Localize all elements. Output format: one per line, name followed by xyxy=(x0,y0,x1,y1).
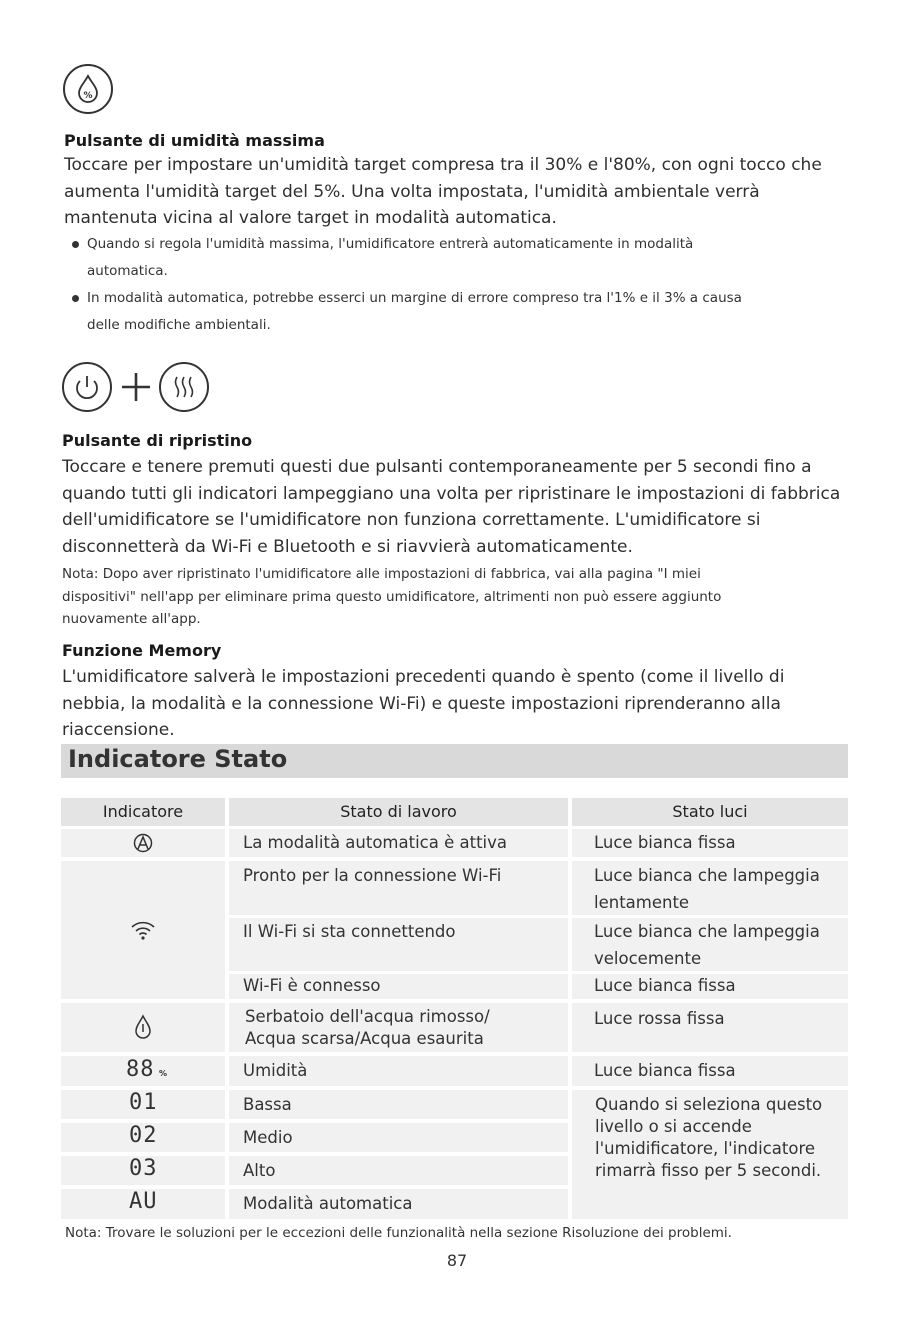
auto-indicator-cell xyxy=(61,829,225,857)
level-work-cell xyxy=(229,1189,568,1219)
body-line: disconnetterà da Wi-Fi e Bluetooth e si riavvierà automaticamente. xyxy=(62,536,633,557)
wifi-connected-work-text: Wi-Fi è connesso xyxy=(243,976,381,995)
water-alert-icon xyxy=(133,1014,153,1042)
auto-work-text: La modalità automatica è attiva xyxy=(243,833,507,852)
bullet-item: In modalità automatica, potrebbe esserci un margine di errore compreso tra l'1% e il 3% a causa delle modifiche ambientali. xyxy=(63,285,853,339)
level-indicator-cell xyxy=(61,1189,225,1219)
tank-work-line: Serbatoio dell'acqua rimosso/ xyxy=(245,1007,490,1026)
drop-percent-icon xyxy=(63,64,113,114)
note-line: Nota: Dopo aver ripristinato l'umidificatore alle impostazioni di fabbrica, vai alla pagina "I miei xyxy=(62,566,701,582)
level-work-text: Modalità automatica xyxy=(243,1194,413,1213)
auto-mode-icon xyxy=(132,832,154,854)
level-indicator-cell xyxy=(61,1090,225,1119)
section-header xyxy=(61,744,848,778)
levels-light-line: livello o si accende xyxy=(595,1117,752,1136)
wifi-connecting-light-line: velocemente xyxy=(594,949,702,968)
humidity-percent-icon: % xyxy=(159,1069,168,1078)
auto-work-cell xyxy=(229,829,568,857)
wifi-connected-light-cell xyxy=(572,974,848,999)
humidity-work-text: Umidità xyxy=(243,1061,308,1080)
reset-body xyxy=(62,454,862,560)
header-work-state: Stato di lavoro xyxy=(229,798,568,826)
level-indicator-cell xyxy=(61,1156,225,1185)
max-humidity-body xyxy=(64,152,864,232)
memory-title: Funzione Memory xyxy=(62,641,222,660)
note-line: nuovamente all'app. xyxy=(62,611,201,627)
body-line: nebbia, la modalità e la connessione Wi-Fi) e queste impostazioni riprenderanno alla xyxy=(62,693,781,714)
wifi-connecting-light-cell xyxy=(572,918,848,971)
levels-light-cell xyxy=(572,1090,848,1219)
level-work-text: Alto xyxy=(243,1161,276,1180)
reset-title: Pulsante di ripristino xyxy=(62,431,253,450)
header-indicator: Indicatore xyxy=(61,798,225,826)
wifi-icon xyxy=(130,919,156,941)
header-light-state: Stato luci xyxy=(572,798,848,826)
level-display: 03 xyxy=(129,1156,158,1181)
max-humidity-title: Pulsante di umidità massima xyxy=(64,131,325,150)
tank-work-cell xyxy=(229,1003,568,1052)
wifi-connecting-work-text: Il Wi-Fi si sta connettendo xyxy=(243,922,456,941)
wifi-ready-light-cell xyxy=(572,861,848,915)
level-display: 02 xyxy=(129,1123,158,1148)
level-display: 01 xyxy=(129,1090,158,1115)
body-line: dell'umidificatore se l'umidificatore non funziona correttamente. L'umidificatore si xyxy=(62,510,761,530)
max-humidity-bullets xyxy=(63,231,853,339)
power-icon xyxy=(62,362,112,412)
level-work-cell xyxy=(229,1156,568,1185)
humidity-light-text: Luce bianca fissa xyxy=(594,1061,736,1080)
tank-light-text: Luce rossa fissa xyxy=(594,1009,725,1028)
level-work-cell xyxy=(229,1123,568,1152)
auto-light-cell xyxy=(572,829,848,857)
humidity-light-cell xyxy=(572,1056,848,1086)
wifi-indicator-cell xyxy=(61,861,225,999)
body-line: riaccensione. xyxy=(62,720,175,740)
level-display: AU xyxy=(129,1189,158,1214)
body-line: Toccare e tenere premuti questi due pulsanti contemporaneamente per 5 secondi fino a xyxy=(62,457,812,477)
levels-light-line: Quando si seleziona questo xyxy=(595,1095,823,1114)
tank-light-cell xyxy=(572,1003,848,1052)
level-work-cell xyxy=(229,1090,568,1119)
humidity-display: 88 xyxy=(126,1057,155,1082)
bullet-item: Quando si regola l'umidità massima, l'umidificatore entrerà automaticamente in modalità automatica. xyxy=(63,231,853,285)
body-line: quando tutti gli indicatori lampeggiano una volta per ripristinare le impostazioni di fabbrica xyxy=(62,483,841,504)
levels-light-line: l'umidificatore, l'indicatore xyxy=(595,1139,816,1158)
wifi-connected-light-text: Luce bianca fissa xyxy=(594,976,736,995)
tank-indicator-cell xyxy=(61,1003,225,1052)
body-line: mantenuta vicina al valore target in modalità automatica. xyxy=(64,208,557,228)
section-title: Indicatore Stato xyxy=(68,745,288,773)
tank-work-line: Acqua scarsa/Acqua esaurita xyxy=(245,1029,484,1048)
table-note: Nota: Trovare le soluzioni per le eccezioni delle funzionalità nella sezione Risoluzione dei problemi. xyxy=(65,1225,732,1241)
body-line: Toccare per impostare un'umidità target compresa tra il 30% e l'80%, con ogni tocco che xyxy=(64,155,822,175)
wifi-ready-work-cell xyxy=(229,861,568,915)
level-work-text: Bassa xyxy=(243,1095,292,1114)
auto-light-text: Luce bianca fissa xyxy=(594,833,736,852)
humidity-work-cell xyxy=(229,1056,568,1086)
level-indicator-cell xyxy=(61,1123,225,1152)
humidity-indicator-cell xyxy=(61,1056,225,1086)
mist-icon xyxy=(159,362,209,412)
memory-body xyxy=(62,664,862,744)
levels-light-line: rimarrà fisso per 5 secondi. xyxy=(595,1161,822,1180)
note-line: dispositivi" nell'app per eliminare prima questo umidificatore, altrimenti non può essere aggiunto xyxy=(62,588,722,605)
body-line: aumenta l'umidità target del 5%. Una volta impostata, l'umidità ambientale verrà xyxy=(64,181,760,202)
level-work-text: Medio xyxy=(243,1128,293,1147)
page-number: 87 xyxy=(446,1251,468,1270)
wifi-ready-work-text: Pronto per la connessione Wi-Fi xyxy=(243,866,502,885)
wifi-connecting-light-line: Luce bianca che lampeggia xyxy=(594,922,820,941)
reset-note xyxy=(62,563,862,631)
body-line: L'umidificatore salverà le impostazioni precedenti quando è spento (come il livello di xyxy=(62,667,785,687)
wifi-ready-light-line: Luce bianca che lampeggia xyxy=(594,866,820,885)
plus-icon xyxy=(118,367,154,407)
wifi-ready-light-line: lentamente xyxy=(594,893,690,912)
wifi-connecting-work-cell xyxy=(229,918,568,971)
wifi-connected-work-cell xyxy=(229,974,568,999)
svg-text:%: % xyxy=(83,91,93,101)
